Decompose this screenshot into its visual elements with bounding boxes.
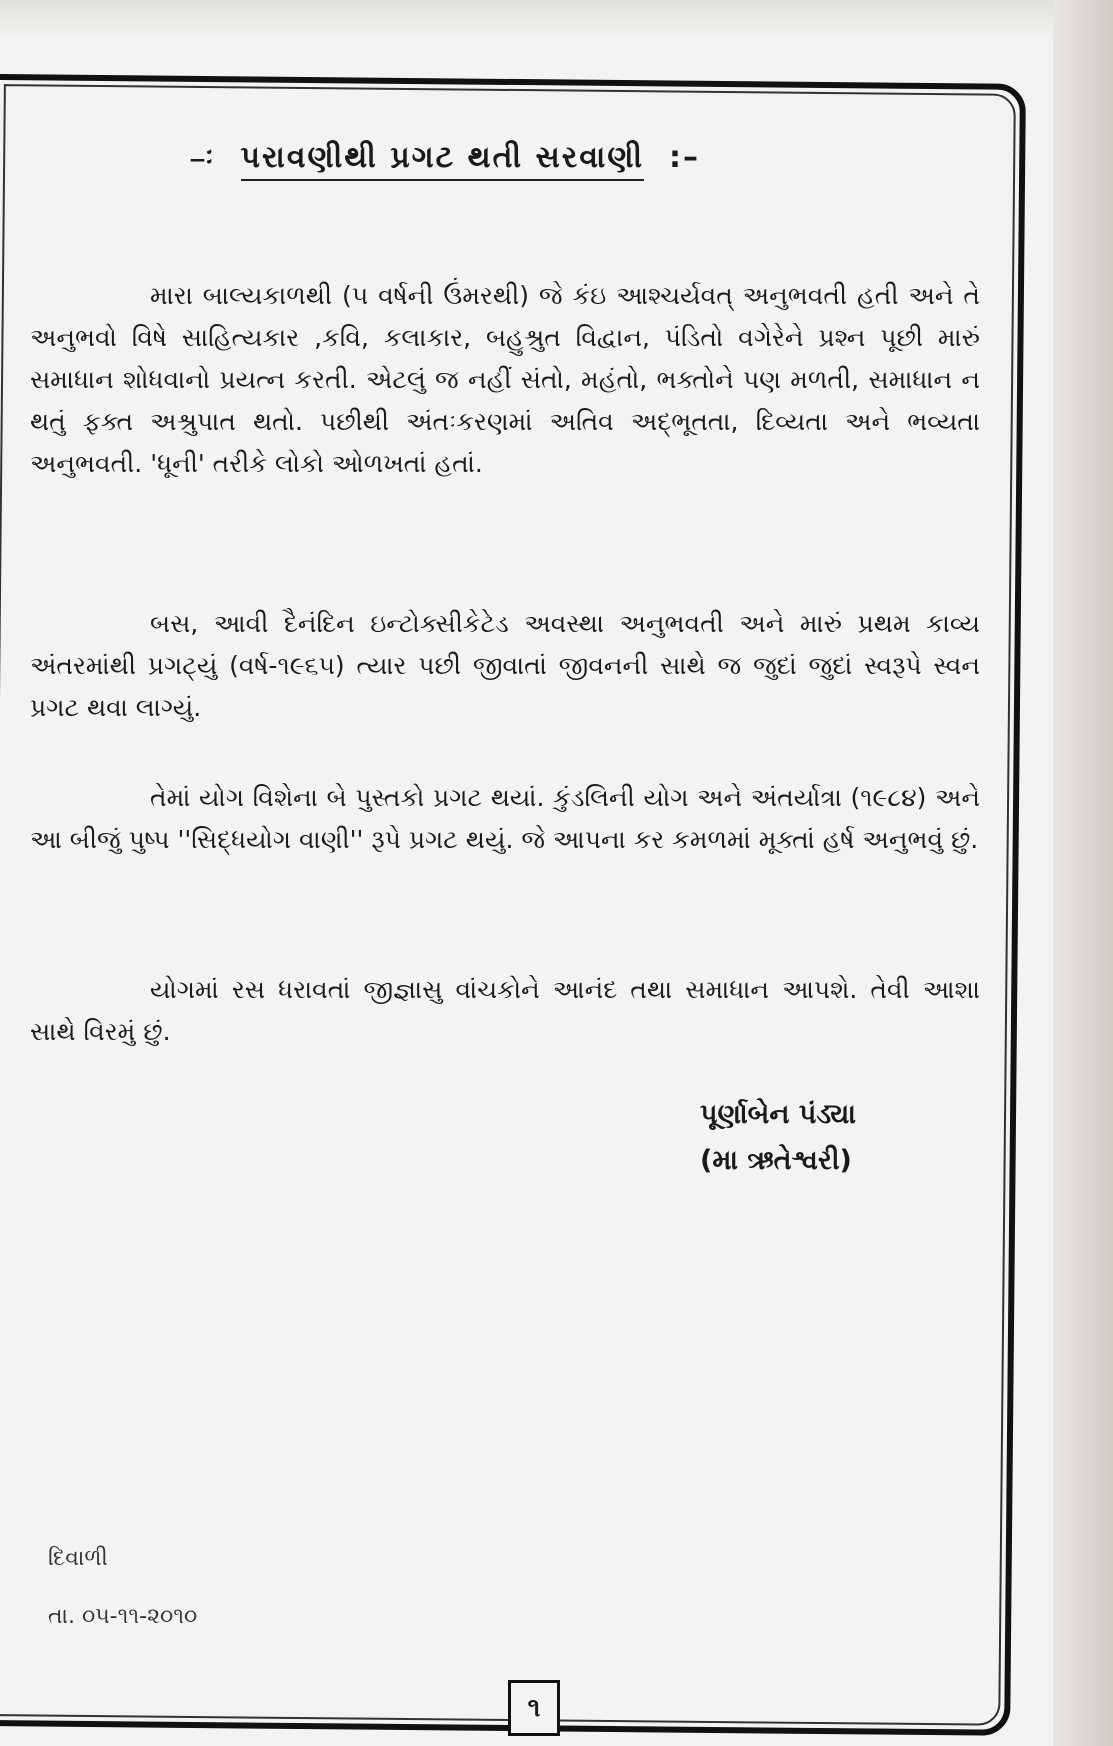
page-edge xyxy=(1053,0,1113,1746)
paragraph-1: મારા બાલ્યકાળથી (૫ વર્ષની ઉંમરથી) જે કંઇ આશ્ચર્યવત્ અનુભવતી હતી અને તે અનુભવો વિષે સાહિત્યકાર ,કવિ, કલાકાર, બહુશ્રુત વિદ્વાન, પંડિતો વગેરેને પ્રશ્ન પૂછી મારું સમાધાન શોધવાનો પ્રયત્ન કરતી. એટલું જ નહીં સંતો, મહંતો, ભક્તોને પણ મળતી, સમાધાન ન થતું ફક્ત અશ્રુપાત થતો. પછીથી અંતઃકરણમાં અતિવ અદ્ભૂતતા, દિવ્યતા અને ભવ્યતા અનુભવતી. 'ધૂની' તરીકે લોકો ઓળખતાં હતાં. xyxy=(30,281,980,478)
paragraph-4: યોગમાં રસ ધરાવતાં જીજ્ઞાસુ વાંચકોને આનંદ તથા સમાધાન આપશે. તેવી આશા સાથે વિરમું છું. xyxy=(30,975,980,1046)
signature-name: પૂર્ણાબેન પંડ્યા xyxy=(700,1099,856,1130)
footer-date: તા. ૦૫-૧૧-૨૦૧૦ xyxy=(48,1604,198,1629)
signature-alias: (મા ઋતેશ્વરી) xyxy=(700,1145,852,1176)
paragraph-2: બસ, આવી દૈનંદિન ઇન્ટોક્સીકેટેડ અવસ્થા અનુભવતી અને મારું પ્રથમ કાવ્ય અંતરમાંથી પ્રગટ્યું (વર્ષ-૧૯૬૫) ત્યાર પછી જીવાતાં જીવનની સાથે જ જુદાં જુદાં સ્વરૂપે સ્વન પ્રગટ થવા લાગ્યું. xyxy=(30,609,980,722)
title-prefix: –ઃ xyxy=(190,140,216,175)
footer-place: દિવાળી xyxy=(48,1546,108,1571)
page-number: ૧ xyxy=(508,1680,560,1736)
paragraph-3: તેમાં યોગ વિશેના બે પુસ્તકો પ્રગટ થયાં. કુંડલિની યોગ અને અંતર્યાત્રા (૧૯૮૪) અને આ બીજું પુષ્પ ''સિદ્ધયોગ વાણી'' રૂપે પ્રગટ થયું. જે આપના કર કમળમાં મૂક્તાં હર્ષ અનુભવું છું. xyxy=(30,783,980,854)
footer-note xyxy=(48,1530,197,1646)
title-text: પરાવણીથી પ્રગટ થતી સરવાણી xyxy=(241,140,645,181)
title-suffix: :– xyxy=(669,140,700,175)
signature xyxy=(700,1092,856,1184)
scan-shadow xyxy=(0,0,1113,40)
page-title xyxy=(190,140,700,175)
